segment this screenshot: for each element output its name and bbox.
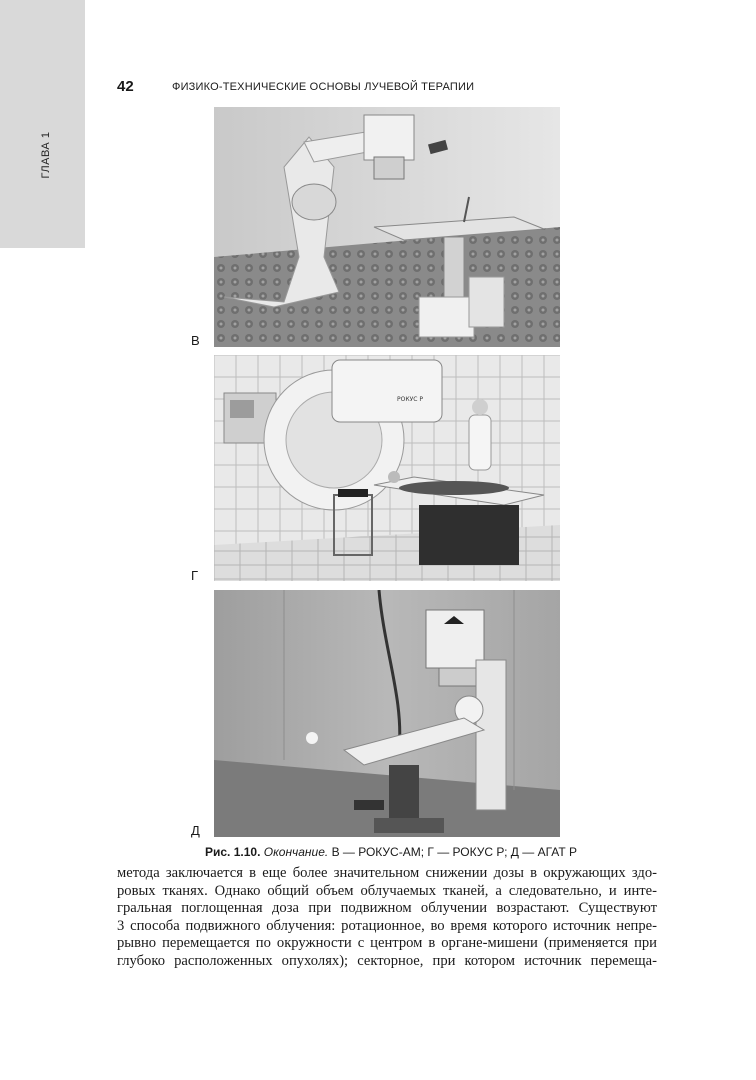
device-label: РОКУС Р	[397, 396, 423, 403]
body-line: рывно перемещается по окружности с центром в органе-мишени (применяется при	[117, 935, 657, 952]
page-number: 42	[117, 78, 134, 95]
body-line: гральная поглощенная доза при подвижном облучении возрастают. Существуют	[117, 900, 657, 917]
figure-caption-text: В — РОКУС-АМ; Г — РОКУС Р; Д — АГАТ Р	[331, 845, 578, 859]
chapter-tab	[0, 0, 85, 248]
figure-number: Рис. 1.10.	[205, 845, 261, 859]
radiotherapy-room-photo-icon	[214, 355, 560, 581]
body-line: глубоко расположенных опухолях); секторное, при котором источник перемеща-	[117, 952, 657, 969]
body-paragraph	[117, 865, 657, 971]
body-line: ровых тканях. Однако общий объем облучаемых тканей, а следовательно, и инте-	[117, 882, 657, 899]
chapter-label: ГЛАВА 1	[40, 131, 52, 179]
body-line: 3 способа подвижного облучения: ротационное, во время которого источник непре-	[117, 917, 657, 934]
photo-rokus-r	[214, 355, 560, 581]
photo-rokus-am	[214, 107, 560, 347]
figure-continuation: Окончание.	[263, 845, 329, 859]
photo-label-d: Д	[191, 823, 200, 838]
photo-label-g: Г	[191, 568, 199, 583]
radiotherapy-unit-photo-icon	[214, 590, 560, 837]
figure-caption	[205, 845, 577, 859]
radiotherapy-unit-photo-icon	[214, 107, 560, 347]
running-title: ФИЗИКО-ТЕХНИЧЕСКИЕ ОСНОВЫ ЛУЧЕВОЙ ТЕРАПИИ	[172, 81, 475, 93]
body-line: метода заключается в еще более значительном снижении дозы в окружающих здо-	[117, 865, 657, 881]
photo-label-v: В	[191, 333, 200, 348]
photo-agat-r	[214, 590, 560, 837]
